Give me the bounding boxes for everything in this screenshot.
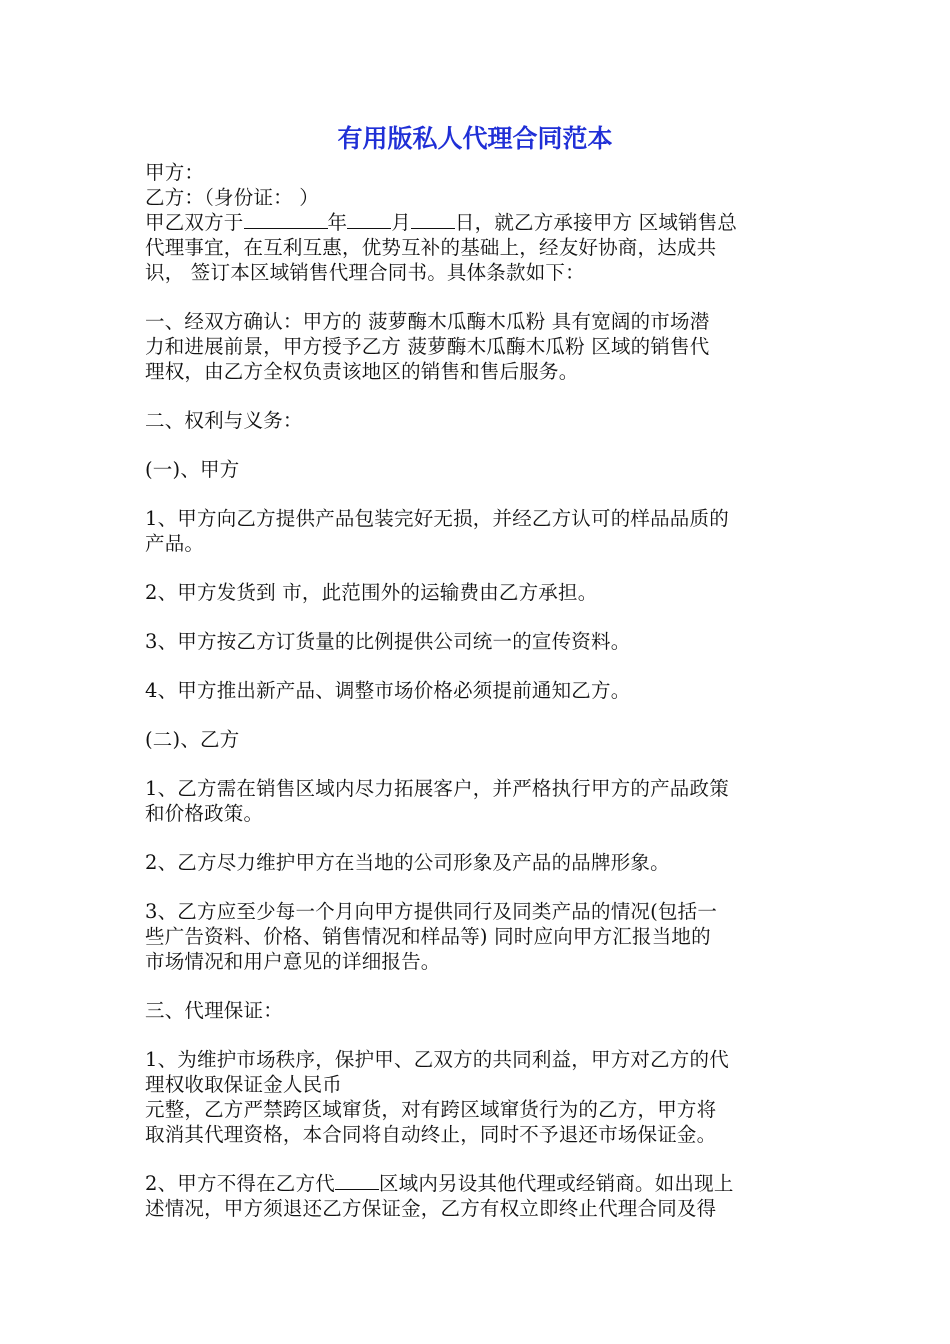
paragraph-gap	[145, 1147, 810, 1171]
paragraph-gap	[145, 752, 810, 776]
clause-b3-line-1: 3、乙方应至少每一个月向甲方提供同行及同类产品的情况(包括一	[145, 900, 718, 923]
clause-a1-line-2: 产品。	[145, 532, 205, 555]
clause-a2: 2、甲方发货到 市，此范围外的运输费由乙方承担。	[145, 581, 598, 604]
paragraph-gap	[145, 654, 810, 678]
document-body	[145, 160, 810, 1221]
intro-line-3: 识， 签订本区域销售代理合同书。具体条款如下：	[145, 261, 585, 284]
paragraph-gap	[145, 605, 810, 629]
paragraph-gap	[145, 482, 810, 506]
section-1-line-2: 力和进展前景，甲方授予乙方 菠萝酶木瓜酶木瓜粉 区域的销售代	[145, 335, 710, 358]
party-b-line: 乙方：（身份证： ）	[145, 186, 319, 209]
clause-c2-line-2: 述情况，甲方须退还乙方保证金，乙方有权立即终止代理合同及得	[145, 1197, 717, 1220]
clause-c1-line-3: 元整，乙方严禁跨区域窜货，对有跨区域窜货行为的乙方，甲方将	[145, 1098, 717, 1121]
clause-b1-line-1: 1、乙方需在销售区域内尽力拓展客户，并严格执行甲方的产品政策	[145, 777, 729, 800]
section-3-heading: 三、代理保证：	[145, 999, 283, 1022]
party-a-line: 甲方：	[145, 161, 205, 184]
intro-line-1	[145, 210, 810, 235]
intro-text-1c: 月	[391, 211, 411, 234]
year-blank	[244, 210, 328, 229]
party-b-subheading: (二)、乙方	[145, 728, 240, 751]
month-blank	[347, 210, 391, 229]
clause-b1-line-2: 和价格政策。	[145, 802, 264, 825]
paragraph-gap	[145, 1023, 810, 1047]
clause-b3-line-2: 些广告资料、价格、销售情况和样品等) 同时应向甲方汇报当地的	[145, 925, 711, 948]
section-2-heading: 二、权利与义务：	[145, 409, 303, 432]
clause-a4: 4、甲方推出新产品、调整市场价格必须提前通知乙方。	[145, 679, 631, 702]
paragraph-gap	[145, 556, 810, 580]
paragraph-gap	[145, 875, 810, 899]
intro-text-1a: 甲乙双方于	[145, 211, 244, 234]
clause-b2: 2、乙方尽力维护甲方在当地的公司形象及产品的品牌形象。	[145, 851, 670, 874]
paragraph-gap	[145, 826, 810, 850]
day-blank	[411, 210, 455, 229]
party-a-subheading: (一)、甲方	[145, 458, 240, 481]
clause-b3-line-3: 市场情况和用户意见的详细报告。	[145, 950, 441, 973]
paragraph-gap	[145, 703, 810, 727]
region-blank	[335, 1171, 379, 1190]
clause-c2-text-b: 区域内另设其他代理或经销商。如出现上	[378, 1172, 734, 1195]
section-1-line-1: 一、经双方确认：甲方的 菠萝酶木瓜酶木瓜粉 具有宽阔的市场潜	[145, 310, 710, 333]
paragraph-gap	[145, 384, 810, 408]
intro-text-1d: 日，就乙方承接甲方 区域销售总	[454, 211, 738, 234]
clause-c1-line-2: 理权收取保证金人民币	[145, 1073, 343, 1096]
clause-c1-line-1: 1、为维护市场秩序，保护甲、乙双方的共同利益，甲方对乙方的代	[145, 1048, 729, 1071]
clause-c1-line-4: 取消其代理资格，本合同将自动终止，同时不予退还市场保证金。	[145, 1123, 717, 1146]
paragraph-gap	[145, 974, 810, 998]
section-1-line-3: 理权，由乙方全权负责该地区的销售和售后服务。	[145, 360, 579, 383]
intro-text-1b: 年	[327, 211, 348, 234]
clause-a3: 3、甲方按乙方订货量的比例提供公司统一的宣传资料。	[145, 630, 631, 653]
clause-c2-text-a: 2、甲方不得在乙方代	[145, 1172, 335, 1195]
clause-c2-line-1	[145, 1171, 810, 1196]
document-title: 有用版私人代理合同范本	[337, 124, 613, 153]
paragraph-gap	[145, 285, 810, 309]
intro-line-2: 代理事宜，在互利互惠，优势互补的基础上，经友好协商，达成共	[145, 236, 717, 259]
clause-a1-line-1: 1、甲方向乙方提供产品包装完好无损，并经乙方认可的样品品质的	[145, 507, 729, 530]
paragraph-gap	[145, 433, 810, 457]
